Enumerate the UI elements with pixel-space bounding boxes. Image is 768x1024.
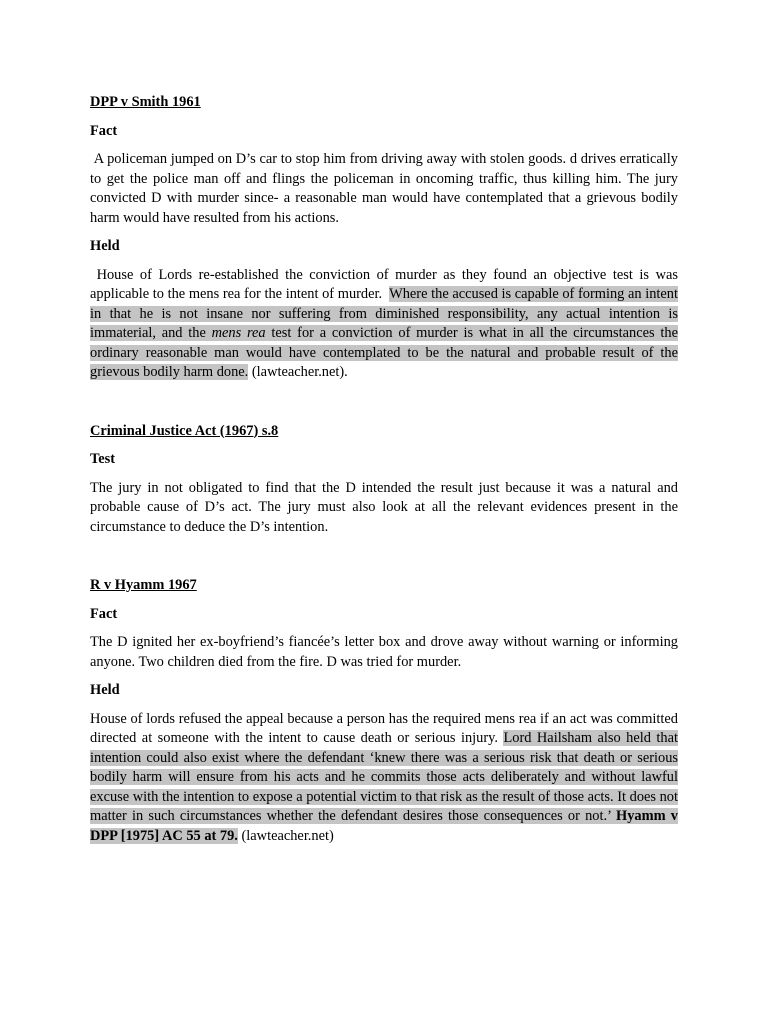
case-title-dpp-v-smith: DPP v Smith 1961 bbox=[90, 94, 201, 110]
highlighted-quote-part-b: test for a conviction of murder is what in all the circumstances the ordinary reasonable man would have contemplated to be the natural and probable result of the grievous bodily harm done. bbox=[90, 325, 678, 380]
mens-rea-term: mens rea bbox=[211, 325, 266, 341]
held-paragraph bbox=[90, 710, 678, 847]
fact-text: A policeman jumped on D’s car to stop him from driving away with stolen goods. d drives erratically to get the police man off and flings the policeman in oncoming traffic, thus killing him. The jury convicted D with murder since- a reasonable man would have contemplated that a grievous bodily harm would have resulted from his actions. bbox=[90, 151, 679, 226]
test-paragraph: The jury in not obligated to find that the D intended the result just because it was a natural and probable cause of D’s act. The jury must also look at all the relevant evidences present in the circumstance to deduce the D’s intention. bbox=[90, 479, 678, 535]
case-citation: Hyamm v DPP [1975] AC 55 at 79. bbox=[90, 808, 678, 844]
case-title-criminal-justice-act: Criminal Justice Act (1967) s.8 bbox=[90, 422, 279, 439]
fact-paragraph: The D ignited her ex-boyfriend’s fiancée’s letter box and drove away without warning or informing anyone. Two children died from the fire. D was tried for murder. bbox=[90, 634, 678, 670]
fact-heading: Fact bbox=[90, 122, 118, 139]
fact-heading: Fact bbox=[90, 605, 118, 622]
highlighted-quote-text: Lord Hailsham also held that intention could also exist where the defendant ‘knew there was a serious risk that death or serious bodily harm will ensure from his acts and he commits those acts deliberately and without lawful excuse with the intention to expose a potential victim to that risk as the result of those acts. It does not matter in such circumstances whether the defendant desires those consequences or not.’ bbox=[90, 730, 678, 824]
highlighted-quote bbox=[90, 730, 678, 844]
held-text: House of lords refused the appeal because a person has the required mens rea if an act was committed directed at someone with the intent to cause death or serious injury. bbox=[90, 710, 678, 746]
test-heading: Test bbox=[90, 451, 116, 467]
fact-paragraph bbox=[90, 150, 678, 228]
source-reference: (lawteacher.net) bbox=[241, 827, 334, 844]
held-heading: Held bbox=[90, 238, 120, 254]
case-title-r-v-hyamm: R v Hyamm 1967 bbox=[90, 577, 197, 593]
section-gap bbox=[90, 392, 678, 422]
held-heading: Held bbox=[90, 682, 120, 698]
section-gap bbox=[90, 546, 678, 576]
held-paragraph bbox=[90, 266, 678, 383]
source-reference: (lawteacher.net). bbox=[251, 364, 348, 380]
highlighted-quote-part-a: Where the accused is capable of forming an intent in that he is not insane nor suffering from diminished responsibility, any actual intention is immaterial, and the bbox=[90, 286, 678, 341]
held-text: House of Lords re-established the conviction of murder as they found an objective test is was applicable to the mens rea for the intent of murder. bbox=[90, 266, 678, 302]
